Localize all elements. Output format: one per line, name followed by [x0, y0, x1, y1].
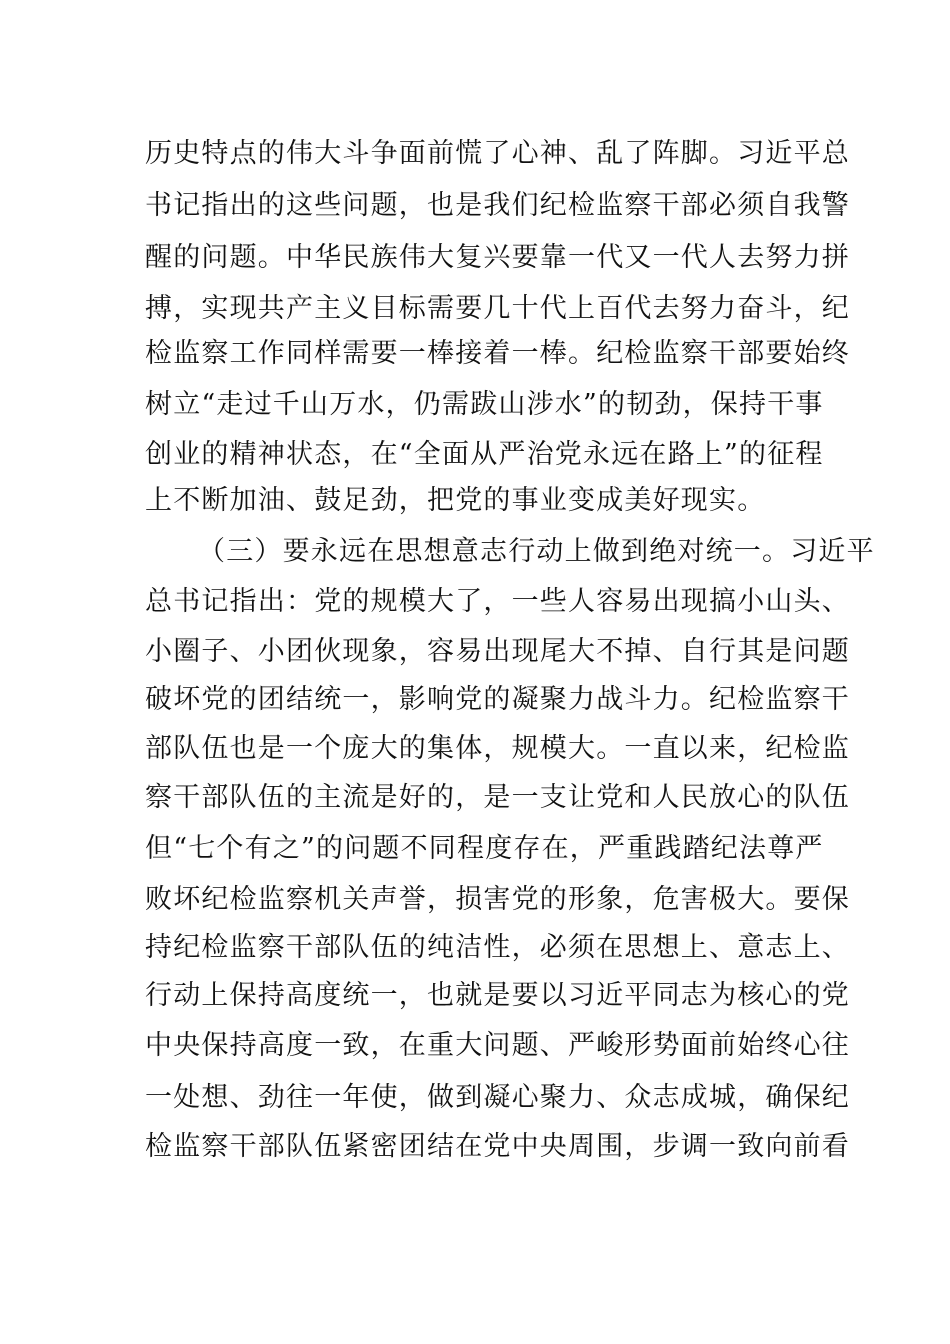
text-line: 创业的精神状态，在“全面从严治党永远在路上”的征程 [145, 439, 824, 470]
text-line: 部队伍也是一个庞大的集体，规模大。一直以来，纪检监 [145, 733, 850, 764]
text-line: 察干部队伍的主流是好的，是一支让党和人民放心的队伍 [145, 782, 850, 813]
text-line: 书记指出的这些问题，也是我们纪检监察干部必须自我警 [145, 190, 850, 221]
text-line: 检监察工作同样需要一棒接着一棒。纪检监察干部要始终 [145, 338, 850, 369]
text-line: 中央保持高度一致，在重大问题、严峻形势面前始终心往 [145, 1030, 850, 1061]
text-line: 败坏纪检监察机关声誉，损害党的形象，危害极大。要保 [145, 884, 850, 915]
text-line: 但“七个有之”的问题不同程度存在，严重践踏纪法尊严 [145, 833, 824, 864]
text-line: 行动上保持高度统一，也就是要以习近平同志为核心的党 [145, 980, 850, 1011]
text-line: 历史特点的伟大斗争面前慌了心神、乱了阵脚。习近平总 [145, 138, 850, 169]
text-line: 持纪检监察干部队伍的纯洁性，必须在思想上、意志上、 [145, 932, 850, 963]
text-line: 破坏党的团结统一，影响党的凝聚力战斗力。纪检监察干 [145, 684, 850, 715]
text-line: 一处想、劲往一年使，做到凝心聚力、众志成城，确保纪 [145, 1082, 850, 1113]
text-line: 醒的问题。中华民族伟大复兴要靠一代又一代人去努力拼 [145, 242, 850, 273]
section-heading-line: （三）要永远在思想意志行动上做到绝对统一。习近平 [198, 536, 875, 567]
text-line: 搏，实现共产主义目标需要几十代上百代去努力奋斗，纪 [145, 293, 850, 324]
text-line: 小圈子、小团伙现象，容易出现尾大不掉、自行其是问题 [145, 636, 850, 667]
text-line: 树立“走过千山万水，仍需跋山涉水”的韧劲，保持干事 [145, 389, 824, 420]
text-line: 总书记指出：党的规模大了，一些人容易出现搞小山头、 [145, 586, 850, 617]
text-line: 上不断加油、鼓足劲，把党的事业变成美好现实。 [145, 485, 766, 516]
text-line: 检监察干部队伍紧密团结在党中央周围，步调一致向前看 [145, 1131, 850, 1162]
